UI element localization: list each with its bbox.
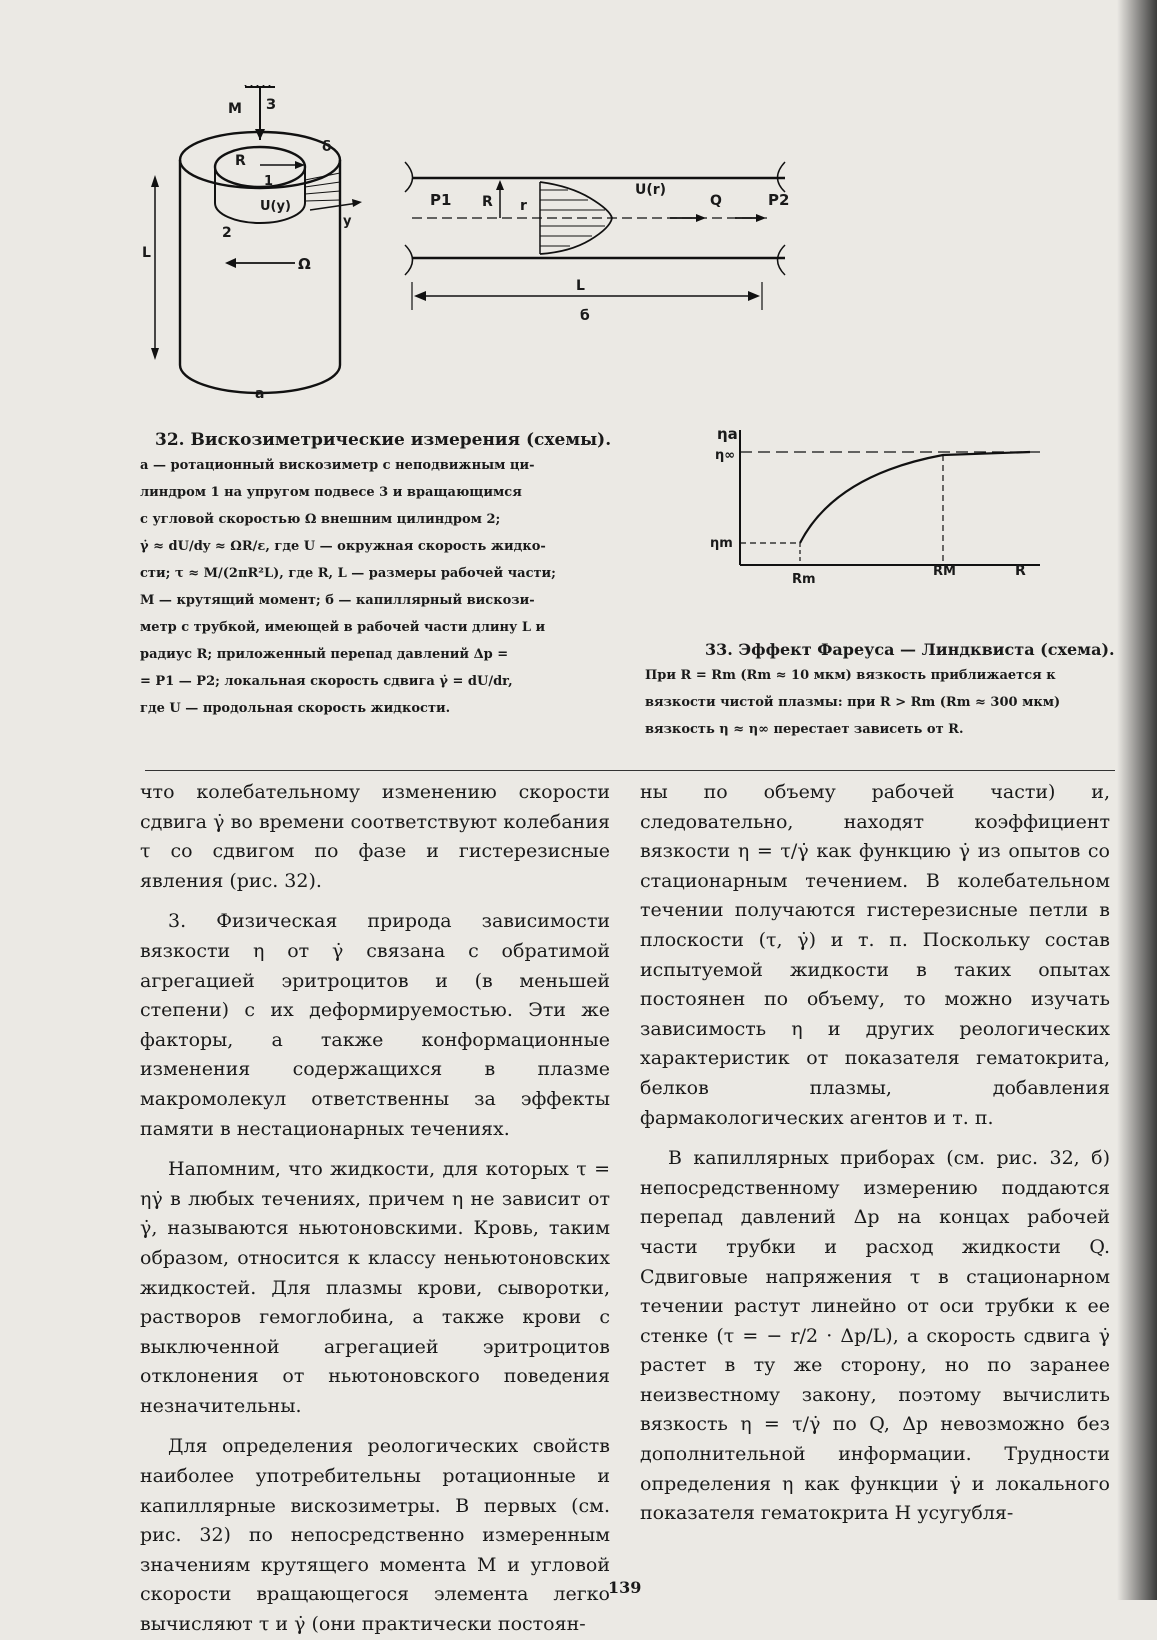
label-1: 1: [264, 174, 274, 189]
left-column: [140, 778, 610, 1640]
label-R-axis: R: [1015, 563, 1026, 579]
caption-line: = P1 — P2; локальная скорость сдвига γ̇ = dU/dr,: [140, 674, 513, 689]
fig33-caption-title: 33. Эффект Фареуса — Линдквиста (схема).: [705, 640, 1115, 659]
label-a: а: [255, 386, 265, 402]
page-number: 139: [608, 1578, 642, 1597]
caption-line: где U — продольная скорость жидкости.: [140, 701, 451, 716]
label-Q: Q: [710, 193, 722, 209]
section-divider: [145, 770, 1115, 771]
label-U-r: U(r): [635, 182, 667, 198]
label-b: б: [580, 308, 590, 324]
label-L: L: [576, 278, 585, 294]
caption-line: вязкость η ≈ η∞ перестает зависеть от R.: [645, 722, 964, 737]
caption-line: а — ротационный вискозиметр с неподвижным ци-: [140, 458, 535, 473]
label-R: R: [482, 194, 493, 210]
paragraph: В капиллярных приборах (см. рис. 32, б) непосредственному измерению поддаются перепад давлений Δp на концах рабочей части трубки и расход жидкости Q. Сдвиговые напряжения τ в стационарном течении растут линейно от оси трубки к ее стенке (τ = − r/2 · Δp/L), а скорость сдвига γ̇ растет в ту же сторону, но по заранее неизвестному закону, поэтому вычислить вязкость η = τ/γ̇ по Q, Δp невозможно без дополнительной информации. Трудности определения η как функции γ̇ и локального показателя гематокрита H усугубля-: [640, 1147, 1110, 1525]
figure-32b-capillary-viscometer: [400, 150, 800, 325]
page-edge-shadow: [1117, 0, 1157, 1600]
paragraph: Напомним, что жидкости, для которых τ = ηγ̇ в любых течениях, причем η не зависит от γ̇, называются ньютоновскими. Кровь, таким образом, относится к классу неньютоновских жидкостей. Для плазмы крови, сыворотки, растворов гемоглобина, а также крови с выключенной агрегацией эритроцитов отклонения от ньютоновского поведения незначительны.: [140, 1158, 610, 1417]
label-U-y: U(y): [260, 199, 291, 214]
paragraph: что колебательному изменению скорости сдвига γ̇ во времени соответствуют колебания τ со сдвигом по фазе и гистерезисные явления (рис. 32).: [140, 781, 610, 892]
caption-line: вязкости чистой плазмы: при R > Rm (Rm ≈ 300 мкм): [645, 695, 1061, 710]
label-eta-a: ηa: [717, 425, 738, 443]
label-2: 2: [222, 225, 232, 241]
fig33-caption-text: [645, 662, 1060, 743]
paragraph: 3. Физическая природа зависимости вязкости η от γ̇ связана с обратимой агрегацией эритроцитов и (в меньшей степени) с их деформируемостью. Эти же факторы, а также конформационные изменения содержащихся в плазме макромолекул ответственны за эффекты памяти в нестационарных течениях.: [140, 910, 610, 1140]
paragraph: Для определения реологических свойств наиболее употребительны ротационные и капиллярные вискозиметры. В первых (см. рис. 32) по непосредственно измеренным значениям крутящего момента M и угловой скорости вращающегося элемента легко вычисляют τ и γ̇ (они практически постоян-: [140, 1435, 610, 1636]
label-y: y: [343, 214, 352, 229]
caption-line: радиус R; приложенный перепад давлений Δp =: [140, 647, 509, 662]
paragraph: ны по объему рабочей части) и, следовательно, находят коэффициент вязкости η = τ/γ̇ как функцию γ̇ из опытов со стационарным течением. В колебательном течении получаются гистерезисные петли в плоскости (τ, γ̇) и т. п. Поскольку состав испытуемой жидкости в таких опытах постоянен по объему, то можно изучать зависимость η и других реологических характеристик от показателя гематокрита, белков плазмы, добавления фармакологических агентов и т. п.: [640, 781, 1110, 1129]
figure-33-fahraeus-lindqvist: [705, 425, 1045, 595]
caption-line: линдром 1 на упругом подвесе 3 и вращающимся: [140, 485, 522, 500]
label-eta-inf: η∞: [715, 448, 736, 463]
label-P1: P1: [430, 191, 452, 209]
label-eta-m: ηm: [710, 536, 733, 551]
label-L: L: [142, 245, 151, 261]
fig32-caption-title: 32. Вискозиметрические измерения (схемы).: [155, 430, 612, 450]
caption-line: метр с трубкой, имеющей в рабочей части длину L и: [140, 620, 546, 635]
caption-line: M — крутящий момент; б — капиллярный вискози-: [140, 593, 535, 608]
figure-32a-rotational-viscometer: [140, 85, 370, 405]
label-delta: δ: [322, 139, 332, 155]
right-column: [640, 778, 1110, 1529]
caption-line: При R = Rm (Rm ≈ 10 мкм) вязкость приближается к: [645, 668, 1056, 683]
label-r: r: [520, 198, 527, 214]
label-R: R: [235, 153, 246, 169]
label-RM: RM: [933, 564, 956, 579]
label-M: M: [228, 101, 242, 117]
caption-line: с угловой скоростью Ω внешним цилиндром 2;: [140, 512, 501, 527]
label-omega: Ω: [298, 255, 311, 273]
label-P2: P2: [768, 191, 790, 209]
fig32-caption-text: [140, 452, 556, 722]
label-Rm: Rm: [792, 572, 816, 587]
label-3: З: [266, 97, 276, 113]
caption-line: сти; τ ≈ M/(2πR²L), где R, L — размеры рабочей части;: [140, 566, 556, 581]
caption-line: γ̇ ≈ dU/dy ≈ ΩR/ε, где U — окружная скорость жидко-: [140, 539, 546, 554]
